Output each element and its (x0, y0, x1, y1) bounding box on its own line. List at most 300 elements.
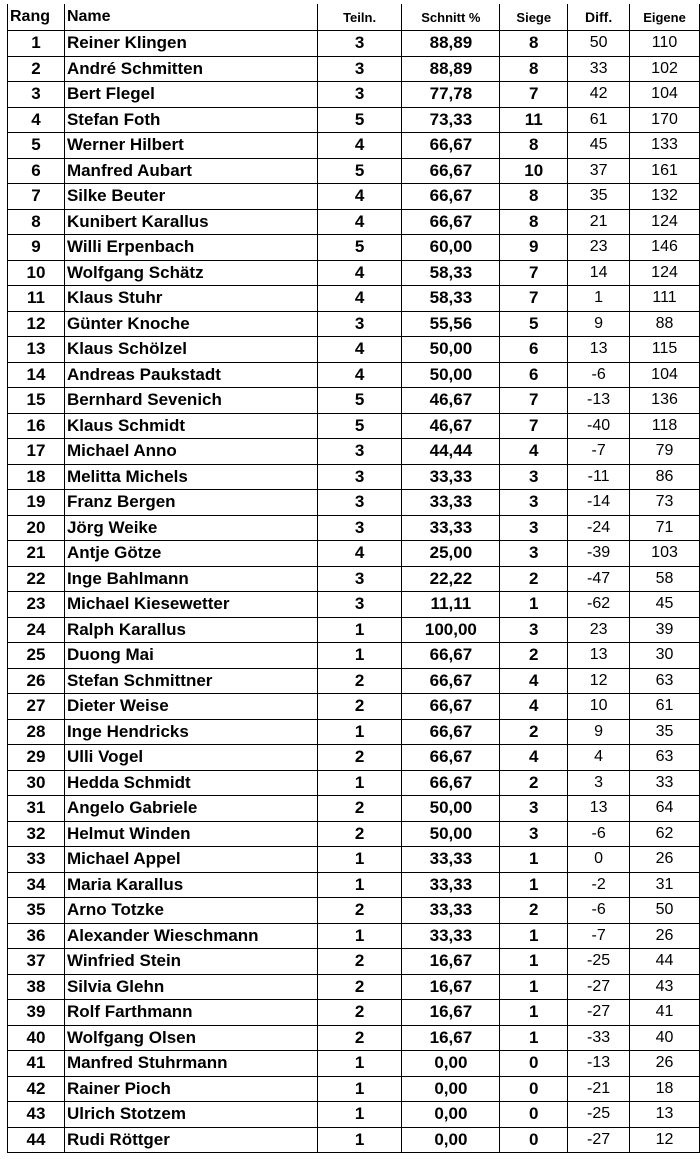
cell-schnitt: 66,67 (402, 694, 500, 720)
table-row (8, 796, 700, 822)
table-row (8, 56, 700, 82)
cell-siege: 3 (500, 821, 568, 847)
cell-siege: 8 (500, 56, 568, 82)
cell-teiln: 2 (317, 668, 402, 694)
cell-rang: 35 (8, 898, 65, 924)
cell-rang: 37 (8, 949, 65, 975)
cell-diff: 42 (568, 82, 630, 108)
cell-teiln: 3 (317, 439, 402, 465)
cell-diff: -13 (568, 1051, 630, 1077)
cell-teiln: 1 (317, 923, 402, 949)
cell-eigene: 104 (630, 362, 700, 388)
cell-eigene: 118 (630, 413, 700, 439)
cell-name: Klaus Schmidt (64, 413, 317, 439)
table-row (8, 235, 700, 261)
cell-name: Michael Appel (64, 847, 317, 873)
cell-teiln: 4 (317, 184, 402, 210)
cell-teiln: 3 (317, 464, 402, 490)
cell-teiln: 2 (317, 745, 402, 771)
cell-siege: 0 (500, 1076, 568, 1102)
cell-schnitt: 60,00 (402, 235, 500, 261)
cell-rang: 31 (8, 796, 65, 822)
cell-schnitt: 46,67 (402, 388, 500, 414)
cell-eigene: 104 (630, 82, 700, 108)
cell-rang: 19 (8, 490, 65, 516)
cell-siege: 8 (500, 31, 568, 57)
cell-diff: -6 (568, 821, 630, 847)
cell-teiln: 1 (317, 770, 402, 796)
cell-diff: -25 (568, 949, 630, 975)
cell-eigene: 40 (630, 1025, 700, 1051)
cell-schnitt: 100,00 (402, 617, 500, 643)
cell-siege: 1 (500, 847, 568, 873)
cell-rang: 11 (8, 286, 65, 312)
cell-eigene: 86 (630, 464, 700, 490)
header-teiln: Teiln. (317, 4, 402, 31)
cell-schnitt: 66,67 (402, 184, 500, 210)
table-row (8, 439, 700, 465)
cell-schnitt: 16,67 (402, 974, 500, 1000)
cell-diff: -2 (568, 872, 630, 898)
cell-eigene: 33 (630, 770, 700, 796)
cell-rang: 26 (8, 668, 65, 694)
cell-name: Wolfgang Schätz (64, 260, 317, 286)
cell-name: Reiner Klingen (64, 31, 317, 57)
cell-eigene: 43 (630, 974, 700, 1000)
cell-eigene: 50 (630, 898, 700, 924)
cell-eigene: 136 (630, 388, 700, 414)
table-row (8, 311, 700, 337)
header-eigene: Eigene (630, 4, 700, 31)
cell-eigene: 161 (630, 158, 700, 184)
cell-name: Klaus Schölzel (64, 337, 317, 363)
cell-name: Hedda Schmidt (64, 770, 317, 796)
table-row (8, 388, 700, 414)
cell-diff: -25 (568, 1102, 630, 1128)
cell-name: Silke Beuter (64, 184, 317, 210)
cell-eigene: 88 (630, 311, 700, 337)
cell-name: Antje Götze (64, 541, 317, 567)
cell-siege: 3 (500, 464, 568, 490)
cell-rang: 38 (8, 974, 65, 1000)
cell-eigene: 115 (630, 337, 700, 363)
cell-schnitt: 44,44 (402, 439, 500, 465)
cell-name: Michael Kiesewetter (64, 592, 317, 618)
cell-diff: 23 (568, 235, 630, 261)
cell-name: Dieter Weise (64, 694, 317, 720)
cell-rang: 5 (8, 133, 65, 159)
table-row (8, 694, 700, 720)
cell-siege: 0 (500, 1102, 568, 1128)
header-row (8, 4, 700, 31)
cell-eigene: 58 (630, 566, 700, 592)
table-row (8, 337, 700, 363)
cell-name: Klaus Stuhr (64, 286, 317, 312)
cell-teiln: 4 (317, 362, 402, 388)
cell-name: Stefan Schmittner (64, 668, 317, 694)
table-row (8, 923, 700, 949)
cell-rang: 12 (8, 311, 65, 337)
table-row (8, 1127, 700, 1153)
cell-rang: 27 (8, 694, 65, 720)
cell-eigene: 124 (630, 260, 700, 286)
cell-teiln: 1 (317, 1127, 402, 1153)
cell-rang: 36 (8, 923, 65, 949)
cell-eigene: 133 (630, 133, 700, 159)
table-row (8, 286, 700, 312)
cell-siege: 4 (500, 694, 568, 720)
cell-eigene: 170 (630, 107, 700, 133)
cell-rang: 34 (8, 872, 65, 898)
cell-siege: 1 (500, 923, 568, 949)
cell-siege: 7 (500, 82, 568, 108)
cell-eigene: 31 (630, 872, 700, 898)
cell-rang: 23 (8, 592, 65, 618)
cell-name: Rainer Pioch (64, 1076, 317, 1102)
table-row (8, 1000, 700, 1026)
cell-rang: 16 (8, 413, 65, 439)
cell-eigene: 146 (630, 235, 700, 261)
cell-diff: 21 (568, 209, 630, 235)
cell-siege: 2 (500, 898, 568, 924)
table-row (8, 490, 700, 516)
table-row (8, 821, 700, 847)
cell-name: Ulli Vogel (64, 745, 317, 771)
cell-diff: -27 (568, 1127, 630, 1153)
cell-rang: 14 (8, 362, 65, 388)
cell-siege: 3 (500, 490, 568, 516)
cell-rang: 4 (8, 107, 65, 133)
cell-eigene: 26 (630, 847, 700, 873)
cell-schnitt: 50,00 (402, 796, 500, 822)
cell-siege: 3 (500, 515, 568, 541)
cell-diff: 9 (568, 311, 630, 337)
cell-rang: 41 (8, 1051, 65, 1077)
cell-eigene: 35 (630, 719, 700, 745)
cell-diff: 50 (568, 31, 630, 57)
table-row (8, 719, 700, 745)
cell-diff: -7 (568, 923, 630, 949)
cell-eigene: 110 (630, 31, 700, 57)
cell-rang: 6 (8, 158, 65, 184)
cell-rang: 17 (8, 439, 65, 465)
cell-siege: 7 (500, 286, 568, 312)
cell-name: Silvia Glehn (64, 974, 317, 1000)
cell-teiln: 1 (317, 1076, 402, 1102)
cell-schnitt: 66,67 (402, 209, 500, 235)
cell-siege: 1 (500, 949, 568, 975)
cell-diff: 23 (568, 617, 630, 643)
cell-schnitt: 33,33 (402, 898, 500, 924)
cell-rang: 43 (8, 1102, 65, 1128)
cell-schnitt: 0,00 (402, 1076, 500, 1102)
cell-schnitt: 77,78 (402, 82, 500, 108)
cell-diff: 35 (568, 184, 630, 210)
cell-name: Günter Knoche (64, 311, 317, 337)
cell-siege: 7 (500, 388, 568, 414)
cell-siege: 1 (500, 1025, 568, 1051)
cell-diff: -6 (568, 362, 630, 388)
cell-rang: 29 (8, 745, 65, 771)
cell-name: Ralph Karallus (64, 617, 317, 643)
cell-diff: -47 (568, 566, 630, 592)
cell-siege: 9 (500, 235, 568, 261)
cell-rang: 25 (8, 643, 65, 669)
cell-teiln: 2 (317, 796, 402, 822)
cell-schnitt: 66,67 (402, 668, 500, 694)
cell-teiln: 3 (317, 592, 402, 618)
cell-name: Rolf Farthmann (64, 1000, 317, 1026)
cell-diff: 37 (568, 158, 630, 184)
cell-teiln: 5 (317, 107, 402, 133)
cell-eigene: 39 (630, 617, 700, 643)
table-row (8, 1025, 700, 1051)
cell-siege: 3 (500, 617, 568, 643)
cell-siege: 0 (500, 1127, 568, 1153)
cell-eigene: 45 (630, 592, 700, 618)
cell-teiln: 3 (317, 56, 402, 82)
cell-teiln: 1 (317, 1051, 402, 1077)
cell-rang: 2 (8, 56, 65, 82)
cell-rang: 33 (8, 847, 65, 873)
cell-siege: 2 (500, 770, 568, 796)
cell-schnitt: 22,22 (402, 566, 500, 592)
cell-schnitt: 50,00 (402, 337, 500, 363)
cell-rang: 8 (8, 209, 65, 235)
cell-rang: 13 (8, 337, 65, 363)
table-row (8, 1051, 700, 1077)
cell-teiln: 2 (317, 898, 402, 924)
cell-eigene: 26 (630, 1051, 700, 1077)
cell-diff: -27 (568, 1000, 630, 1026)
cell-name: Inge Hendricks (64, 719, 317, 745)
cell-schnitt: 88,89 (402, 56, 500, 82)
cell-schnitt: 0,00 (402, 1127, 500, 1153)
cell-schnitt: 66,67 (402, 719, 500, 745)
cell-teiln: 3 (317, 311, 402, 337)
table-row (8, 643, 700, 669)
table-row (8, 668, 700, 694)
cell-schnitt: 50,00 (402, 821, 500, 847)
cell-teiln: 4 (317, 260, 402, 286)
table-row (8, 566, 700, 592)
cell-siege: 3 (500, 541, 568, 567)
standings-wrapper (7, 4, 700, 1153)
cell-diff: 33 (568, 56, 630, 82)
cell-name: Arno Totzke (64, 898, 317, 924)
cell-name: Angelo Gabriele (64, 796, 317, 822)
standings-table (7, 4, 700, 1153)
cell-rang: 20 (8, 515, 65, 541)
cell-name: Willi Erpenbach (64, 235, 317, 261)
cell-eigene: 12 (630, 1127, 700, 1153)
table-row (8, 362, 700, 388)
cell-schnitt: 0,00 (402, 1102, 500, 1128)
cell-name: Duong Mai (64, 643, 317, 669)
cell-eigene: 13 (630, 1102, 700, 1128)
table-row (8, 158, 700, 184)
table-row (8, 133, 700, 159)
cell-rang: 15 (8, 388, 65, 414)
cell-teiln: 2 (317, 1025, 402, 1051)
cell-schnitt: 88,89 (402, 31, 500, 57)
cell-name: Kunibert Karallus (64, 209, 317, 235)
cell-teiln: 1 (317, 719, 402, 745)
cell-siege: 4 (500, 745, 568, 771)
cell-schnitt: 33,33 (402, 923, 500, 949)
cell-rang: 1 (8, 31, 65, 57)
cell-diff: 45 (568, 133, 630, 159)
cell-teiln: 3 (317, 515, 402, 541)
cell-diff: 12 (568, 668, 630, 694)
cell-diff: -11 (568, 464, 630, 490)
cell-name: Werner Hilbert (64, 133, 317, 159)
cell-eigene: 61 (630, 694, 700, 720)
cell-teiln: 1 (317, 617, 402, 643)
table-row (8, 464, 700, 490)
cell-name: Manfred Stuhrmann (64, 1051, 317, 1077)
cell-name: André Schmitten (64, 56, 317, 82)
cell-eigene: 18 (630, 1076, 700, 1102)
cell-teiln: 4 (317, 541, 402, 567)
table-row (8, 770, 700, 796)
cell-schnitt: 33,33 (402, 515, 500, 541)
cell-schnitt: 46,67 (402, 413, 500, 439)
table-row (8, 592, 700, 618)
cell-name: Franz Bergen (64, 490, 317, 516)
cell-diff: 1 (568, 286, 630, 312)
cell-eigene: 71 (630, 515, 700, 541)
cell-teiln: 4 (317, 337, 402, 363)
cell-name: Bernhard Sevenich (64, 388, 317, 414)
cell-name: Manfred Aubart (64, 158, 317, 184)
cell-schnitt: 33,33 (402, 872, 500, 898)
table-body (8, 31, 700, 1153)
table-row (8, 745, 700, 771)
cell-diff: -13 (568, 388, 630, 414)
cell-teiln: 4 (317, 286, 402, 312)
cell-teiln: 1 (317, 847, 402, 873)
cell-rang: 3 (8, 82, 65, 108)
cell-diff: -24 (568, 515, 630, 541)
cell-name: Maria Karallus (64, 872, 317, 898)
cell-name: Rudi Röttger (64, 1127, 317, 1153)
cell-teiln: 4 (317, 209, 402, 235)
table-row (8, 515, 700, 541)
cell-schnitt: 58,33 (402, 260, 500, 286)
cell-siege: 4 (500, 668, 568, 694)
cell-rang: 40 (8, 1025, 65, 1051)
cell-siege: 7 (500, 413, 568, 439)
cell-schnitt: 66,67 (402, 770, 500, 796)
cell-rang: 24 (8, 617, 65, 643)
cell-teiln: 2 (317, 821, 402, 847)
table-row (8, 541, 700, 567)
cell-siege: 8 (500, 184, 568, 210)
cell-siege: 10 (500, 158, 568, 184)
cell-siege: 2 (500, 643, 568, 669)
cell-schnitt: 0,00 (402, 1051, 500, 1077)
cell-teiln: 1 (317, 643, 402, 669)
cell-teiln: 5 (317, 235, 402, 261)
header-diff: Diff. (568, 4, 630, 31)
cell-rang: 39 (8, 1000, 65, 1026)
table-row (8, 974, 700, 1000)
header-schnitt: Schnitt % (402, 4, 500, 31)
cell-rang: 7 (8, 184, 65, 210)
cell-eigene: 63 (630, 668, 700, 694)
cell-siege: 8 (500, 209, 568, 235)
table-row (8, 107, 700, 133)
cell-schnitt: 55,56 (402, 311, 500, 337)
cell-diff: -62 (568, 592, 630, 618)
cell-schnitt: 33,33 (402, 464, 500, 490)
cell-rang: 32 (8, 821, 65, 847)
cell-teiln: 2 (317, 694, 402, 720)
cell-siege: 1 (500, 974, 568, 1000)
cell-siege: 1 (500, 1000, 568, 1026)
table-row (8, 617, 700, 643)
cell-eigene: 73 (630, 490, 700, 516)
cell-rang: 44 (8, 1127, 65, 1153)
cell-diff: -7 (568, 439, 630, 465)
cell-eigene: 41 (630, 1000, 700, 1026)
cell-schnitt: 11,11 (402, 592, 500, 618)
cell-siege: 6 (500, 362, 568, 388)
cell-name: Alexander Wieschmann (64, 923, 317, 949)
cell-siege: 0 (500, 1051, 568, 1077)
cell-rang: 9 (8, 235, 65, 261)
cell-eigene: 30 (630, 643, 700, 669)
cell-schnitt: 58,33 (402, 286, 500, 312)
cell-siege: 7 (500, 260, 568, 286)
cell-siege: 2 (500, 719, 568, 745)
cell-name: Stefan Foth (64, 107, 317, 133)
cell-siege: 4 (500, 439, 568, 465)
cell-siege: 11 (500, 107, 568, 133)
cell-schnitt: 66,67 (402, 133, 500, 159)
cell-teiln: 3 (317, 490, 402, 516)
cell-teiln: 3 (317, 31, 402, 57)
cell-name: Bert Flegel (64, 82, 317, 108)
cell-rang: 28 (8, 719, 65, 745)
cell-name: Andreas Paukstadt (64, 362, 317, 388)
cell-diff: -39 (568, 541, 630, 567)
cell-teiln: 2 (317, 1000, 402, 1026)
cell-siege: 2 (500, 566, 568, 592)
cell-diff: 9 (568, 719, 630, 745)
cell-schnitt: 25,00 (402, 541, 500, 567)
cell-diff: 3 (568, 770, 630, 796)
cell-siege: 1 (500, 592, 568, 618)
cell-rang: 10 (8, 260, 65, 286)
cell-diff: 13 (568, 337, 630, 363)
table-row (8, 260, 700, 286)
table-row (8, 949, 700, 975)
cell-diff: -40 (568, 413, 630, 439)
cell-schnitt: 16,67 (402, 1025, 500, 1051)
cell-name: Wolfgang Olsen (64, 1025, 317, 1051)
cell-name: Jörg Weike (64, 515, 317, 541)
table-row (8, 31, 700, 57)
cell-eigene: 124 (630, 209, 700, 235)
table-row (8, 413, 700, 439)
cell-diff: 4 (568, 745, 630, 771)
table-row (8, 847, 700, 873)
header-name: Name (64, 4, 317, 31)
cell-teiln: 2 (317, 974, 402, 1000)
cell-eigene: 111 (630, 286, 700, 312)
